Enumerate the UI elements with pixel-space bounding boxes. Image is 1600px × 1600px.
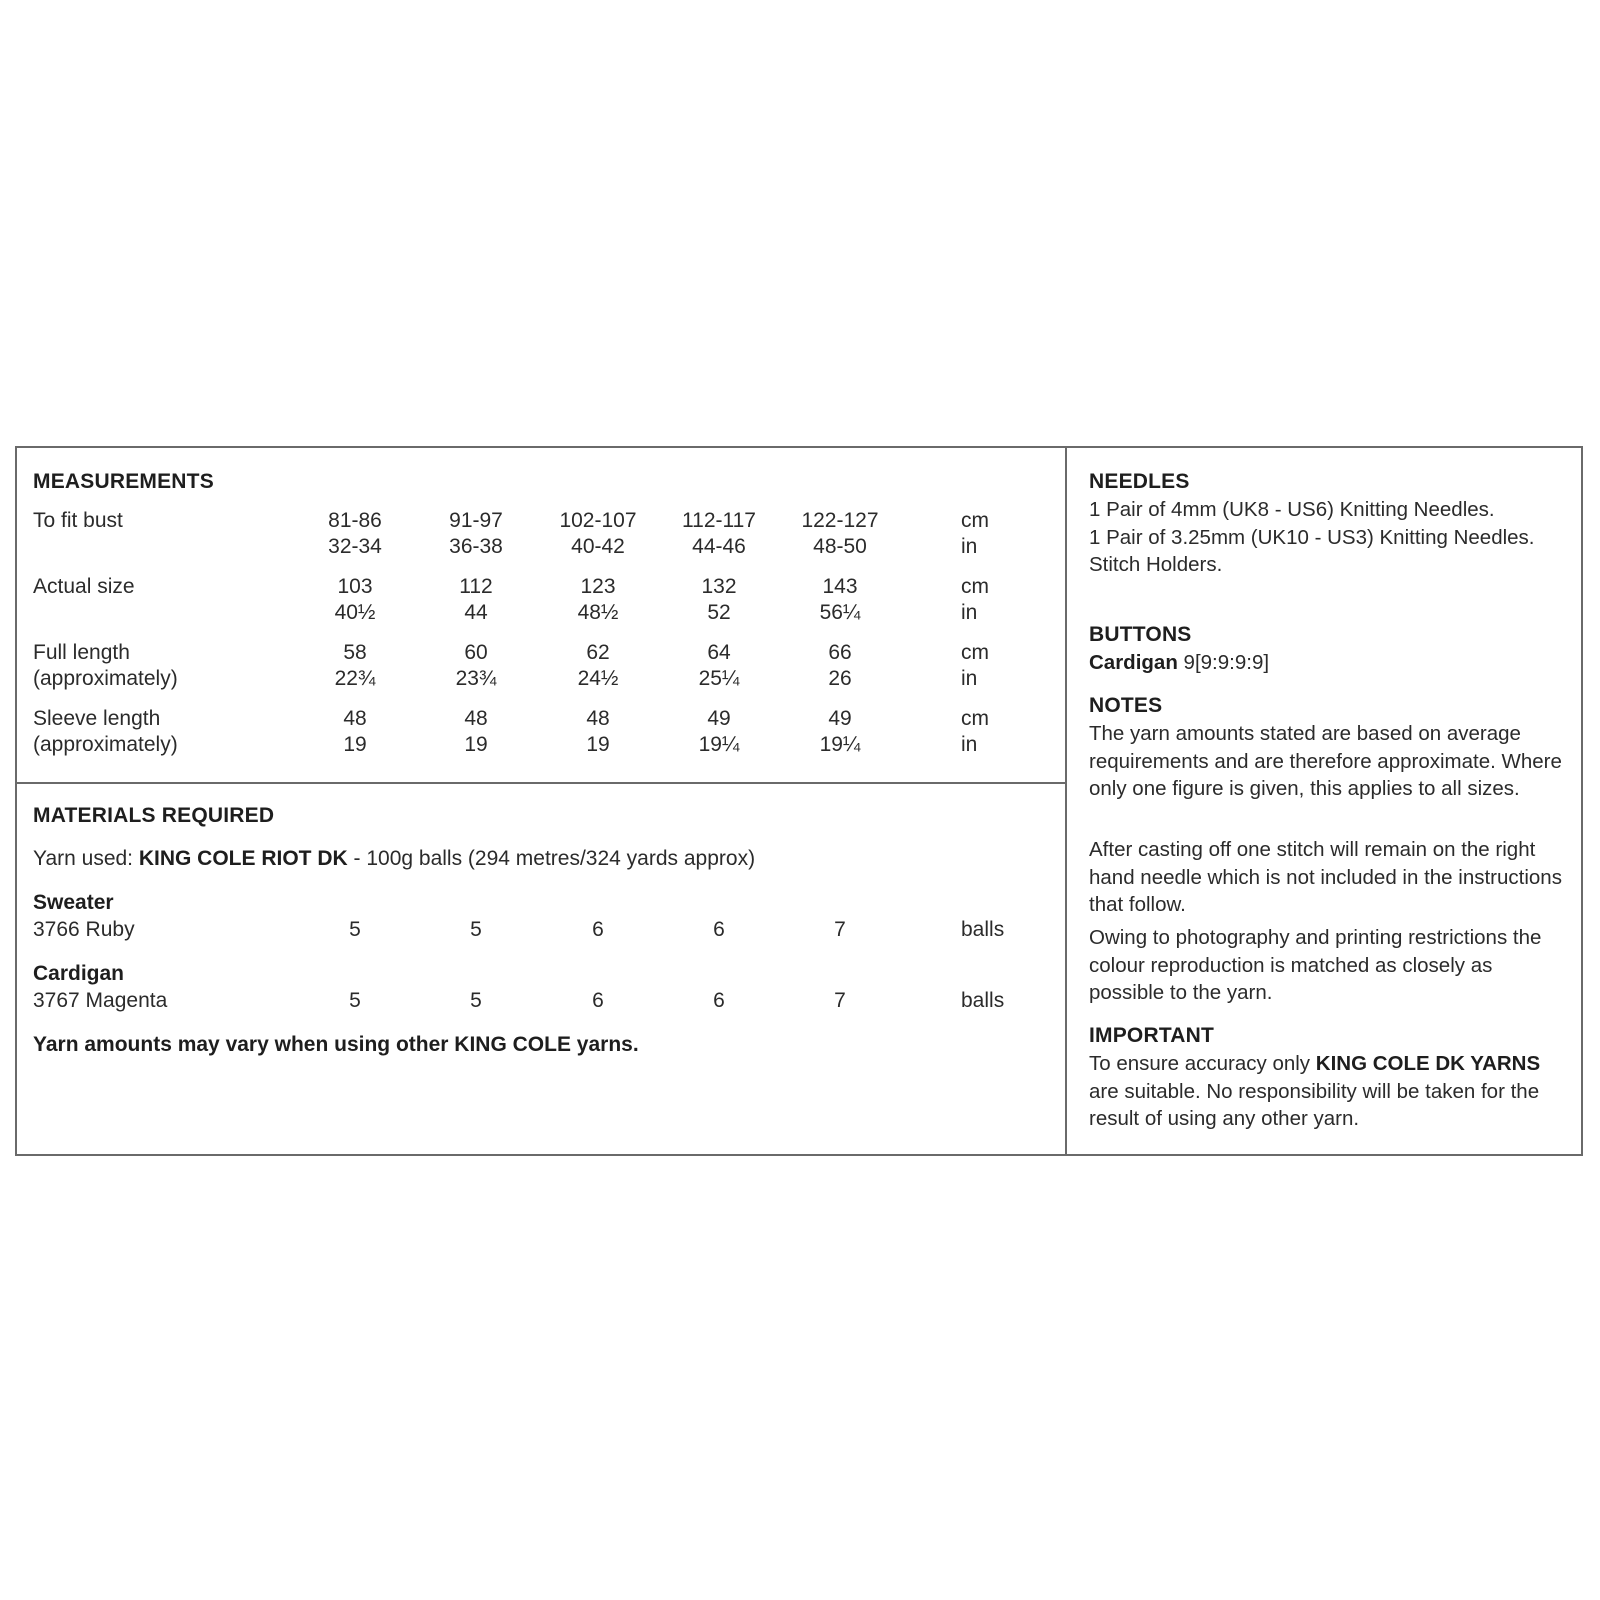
item-title: Sweater [33,891,114,914]
cm-value: 64 [707,641,731,664]
qty-value: 6 [592,918,604,941]
in-value: 40-42 [571,535,625,558]
cm-value: 103 [337,575,373,598]
item-colour: 3767 Magenta [33,989,168,1012]
row-label: To fit bust [33,509,123,532]
needles-line: Stitch Holders. [1089,553,1223,576]
qty-value: 7 [834,918,846,941]
cm-value: 49 [707,707,731,730]
in-value: 19¼ [819,733,861,756]
buttons-value: 9[9:9:9:9] [1177,651,1270,674]
yarn-name: KING COLE RIOT DK [138,847,348,870]
qty-unit: balls [961,918,1005,941]
cm-value: 66 [828,641,852,664]
cm-value: 132 [701,575,737,598]
horizontal-divider [17,782,1065,784]
cm-value: 58 [343,641,367,664]
important-text-after: are suitable. No responsibility will be taken for the result of using any other yarn. [1089,1079,1540,1130]
in-value: 23¾ [455,667,497,690]
buttons-heading: BUTTONS [1089,623,1192,646]
unit-cm: cm [961,575,989,598]
in-value: 48½ [577,601,619,624]
in-value: 44-46 [692,535,746,558]
in-value: 24½ [577,667,619,690]
notes-paragraph: After casting off one stitch will remain on the right hand needle which is not included in the instructions that follow. [1089,838,1562,916]
qty-value: 5 [349,918,361,941]
cm-value: 123 [580,575,616,598]
row-sublabel: (approximately) [33,667,178,690]
in-value: 22¾ [334,667,376,690]
in-value: 25¼ [698,667,740,690]
materials-heading: MATERIALS REQUIRED [33,804,275,827]
cm-value: 102-107 [559,509,637,532]
yarn-used-line [33,846,755,872]
cm-value: 48 [586,707,610,730]
qty-value: 6 [713,989,725,1012]
cm-value: 112-117 [682,509,756,532]
cm-value: 91-97 [449,509,503,532]
qty-value: 5 [470,918,482,941]
in-value: 19 [343,733,367,756]
needles-heading: NEEDLES [1089,470,1190,493]
in-value: 44 [464,601,488,624]
in-value: 26 [828,667,852,690]
cm-value: 112 [459,575,493,598]
cm-value: 81-86 [328,509,382,532]
important-text-before: To ensure accuracy only [1089,1052,1316,1075]
row-label: Actual size [33,575,135,598]
yarn-used-label: Yarn used: [33,847,139,870]
important-heading: IMPORTANT [1089,1024,1215,1047]
qty-value: 6 [592,989,604,1012]
unit-cm: cm [961,707,989,730]
in-value: 19¼ [698,733,740,756]
unit-in: in [961,733,978,756]
qty-value: 5 [470,989,482,1012]
item-title: Cardigan [33,962,125,985]
unit-in: in [961,535,978,558]
important-bold: KING COLE DK YARNS [1315,1052,1541,1075]
in-value: 32-34 [328,535,382,558]
cm-value: 48 [464,707,488,730]
cm-value: 49 [828,707,852,730]
qty-value: 6 [713,918,725,941]
cm-value: 62 [586,641,610,664]
unit-cm: cm [961,509,989,532]
important-text [1089,1050,1569,1133]
unit-in: in [961,667,978,690]
qty-value: 5 [349,989,361,1012]
cm-value: 143 [822,575,858,598]
in-value: 19 [464,733,488,756]
row-label: Full length [33,641,130,664]
qty-unit: balls [961,989,1005,1012]
unit-in: in [961,601,978,624]
in-value: 36-38 [449,535,503,558]
in-value: 52 [707,601,731,624]
in-value: 48-50 [813,535,867,558]
needles-line: 1 Pair of 4mm (UK8 - US6) Knitting Needles. [1089,498,1495,521]
item-colour: 3766 Ruby [33,918,135,941]
cm-value: 122-127 [801,509,879,532]
pattern-info-panel [15,446,1583,1156]
vertical-divider [1065,448,1067,1154]
in-value: 56¼ [819,601,861,624]
buttons-label: Cardigan [1089,651,1178,674]
cm-value: 48 [343,707,367,730]
measurements-heading: MEASUREMENTS [33,470,214,493]
cm-value: 60 [464,641,488,664]
row-label: Sleeve length [33,707,161,730]
in-value: 40½ [334,601,376,624]
needles-line: 1 Pair of 3.25mm (UK10 - US3) Knitting Needles. [1089,525,1535,549]
in-value: 19 [586,733,610,756]
unit-cm: cm [961,641,989,664]
notes-heading: NOTES [1089,694,1163,717]
qty-value: 7 [834,989,846,1012]
needles-list [1089,496,1569,579]
yarn-details: - 100g balls (294 metres/324 yards approx) [347,847,756,870]
notes-paragraph: Owing to photography and printing restrictions the colour reproduction is matched as closely as possible to the yarn. [1089,926,1542,1004]
buttons-line [1089,649,1569,677]
row-sublabel: (approximately) [33,733,178,756]
yarn-variation-note: Yarn amounts may vary when using other KING COLE yarns. [33,1033,639,1056]
notes-paragraph: The yarn amounts stated are based on average requirements and are therefore approximate. Where only one figure is given, this applies to all sizes. [1089,722,1562,800]
